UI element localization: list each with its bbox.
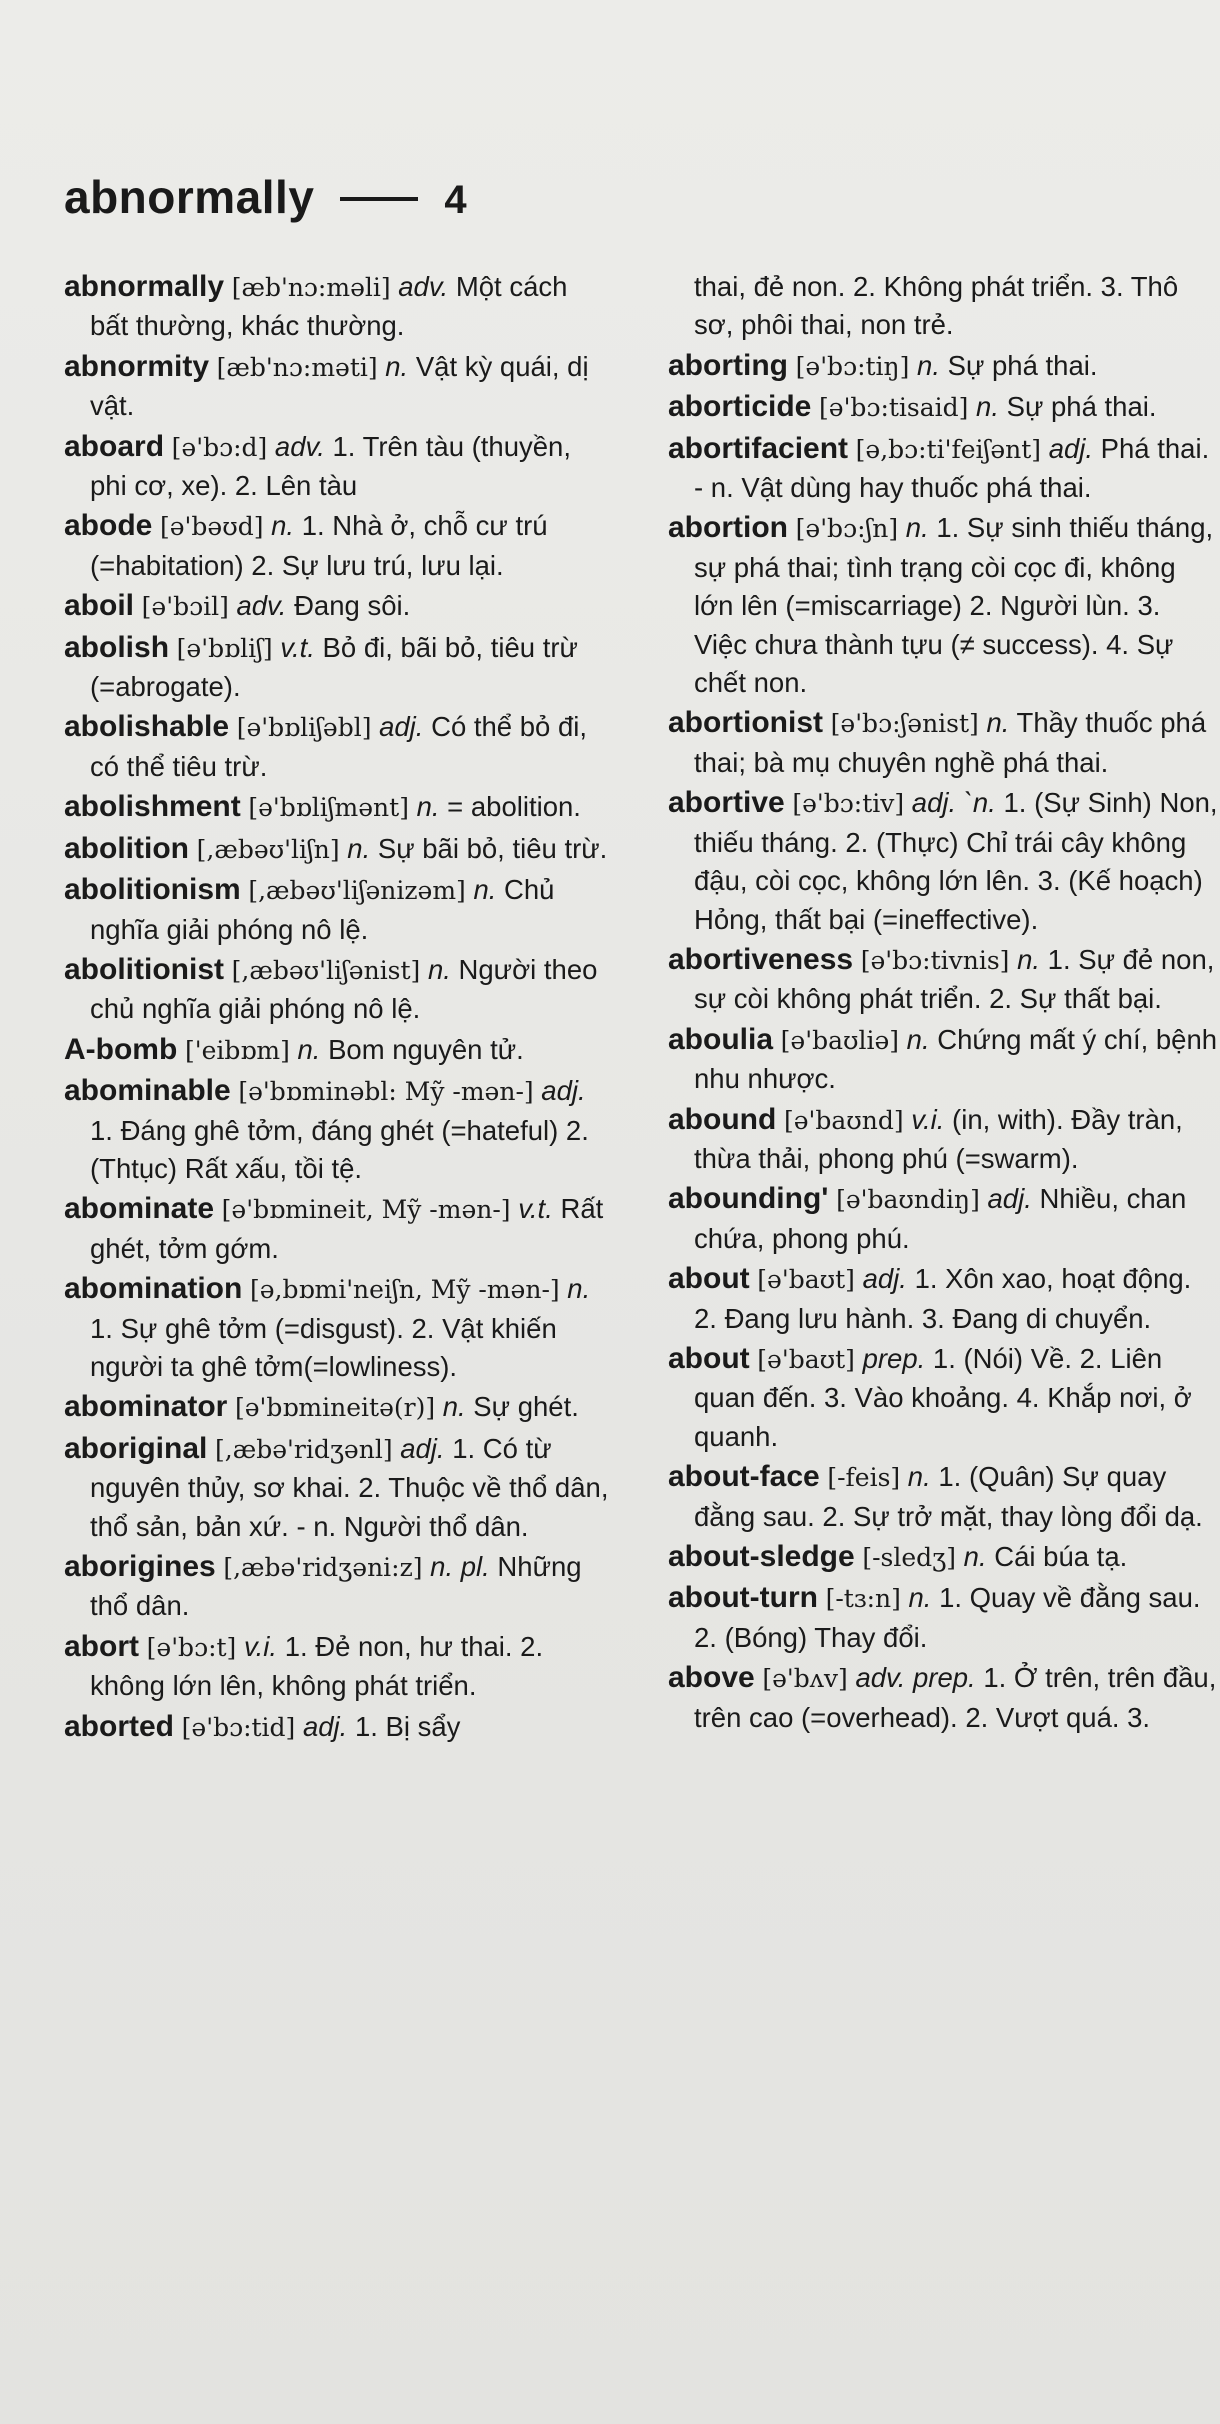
- entry-headword: abound: [668, 1102, 777, 1136]
- entry-pronunciation: [ə'baʊnd]: [783, 1105, 904, 1135]
- entry-part-of-speech: n.: [271, 510, 295, 542]
- entry-definition: 1. Đẻ non, hư thai. 2. không lớn lên, không phát triển.: [90, 1630, 544, 1702]
- entry-pronunciation: [ə'baʊt]: [757, 1265, 855, 1295]
- dictionary-entry: [668, 1579, 1220, 1657]
- entry-definition: Vật kỳ quái, dị vật.: [90, 350, 589, 422]
- entry-part-of-speech: adj.: [1048, 432, 1094, 464]
- dictionary-entry: [64, 1388, 610, 1427]
- entry-part-of-speech: n.: [385, 350, 409, 382]
- entry-part-of-speech: n.: [347, 832, 371, 864]
- entry-definition: Những thổ dân.: [90, 1551, 582, 1622]
- entry-headword: about-sledge: [668, 1540, 855, 1573]
- entry-headword: abortifacient: [668, 431, 849, 465]
- entry-headword: abolition: [64, 831, 189, 865]
- dictionary-entry: [64, 830, 610, 869]
- entry-pronunciation: [ə,bɔ:ti'feiʃənt]: [855, 434, 1042, 464]
- page-number: 4: [444, 178, 467, 222]
- entry-headword: abortiveness: [668, 942, 854, 976]
- entry-pronunciation: [,æbə'ridʒənl]: [215, 1434, 393, 1464]
- entry-definition: Nhiều, chan chứa, phong phú.: [694, 1183, 1187, 1254]
- entry-part-of-speech: adv. prep.: [855, 1662, 976, 1694]
- entry-part-of-speech: adv.: [398, 271, 449, 302]
- entry-headword: about-face: [668, 1460, 820, 1494]
- entry-headword: abolishment: [64, 790, 241, 824]
- entry-definition: Thầy thuốc phá thai; bà mụ chuyên nghề phá thai.: [694, 707, 1207, 778]
- dictionary-entry: [64, 268, 610, 346]
- entry-headword: about-turn: [668, 1581, 818, 1615]
- entry-headword: about: [668, 1262, 750, 1296]
- entry-pronunciation: [ə'bɒliʃəbl]: [236, 713, 372, 743]
- right-column: [668, 268, 1220, 1739]
- dictionary-entry: [668, 430, 1220, 508]
- dictionary-entry: [64, 428, 610, 506]
- entry-part-of-speech: n.: [976, 391, 999, 423]
- entry-part-of-speech: n.: [906, 1023, 930, 1055]
- dictionary-entry: [64, 1072, 610, 1188]
- entry-part-of-speech: adj.: [400, 1432, 445, 1464]
- entry-part-of-speech: adj.: [862, 1263, 907, 1295]
- dictionary-entry: [668, 1021, 1220, 1099]
- entry-headword: aboriginal: [64, 1431, 208, 1465]
- entry-part-of-speech: adj.: [541, 1075, 586, 1107]
- dictionary-entry: [64, 1628, 610, 1706]
- entry-part-of-speech: prep.: [862, 1342, 926, 1374]
- entry-headword: aboil: [64, 589, 135, 623]
- entry-part-of-speech: n.: [986, 707, 1010, 739]
- entry-part-of-speech: v.t.: [280, 631, 315, 663]
- dictionary-entry: [64, 1708, 610, 1747]
- dictionary-entry: [668, 388, 1220, 427]
- entry-pronunciation: [ə'bʌv]: [762, 1664, 848, 1694]
- entry-part-of-speech: n.: [905, 512, 929, 544]
- entry-headword: abominable: [64, 1074, 231, 1108]
- entry-definition: Sự bãi bỏ, tiêu trừ.: [377, 832, 608, 864]
- entry-headword: abortionist: [668, 706, 823, 740]
- dictionary-entry: [64, 629, 610, 707]
- dictionary-entry: [668, 509, 1220, 702]
- entry-part-of-speech: adj.: [987, 1183, 1032, 1215]
- entry-pronunciation: [,æbəʊ'liʃənizəm]: [248, 876, 466, 906]
- entry-headword: abolitionist: [64, 952, 224, 986]
- entry-pronunciation: [ə,bɒmi'neiʃn, Mỹ -mən-]: [249, 1275, 560, 1305]
- entry-headword: abort: [64, 1629, 139, 1663]
- continued-definition: thai, đẻ non. 2. Không phát triển. 3. Thô sơ, phôi thai, non trẻ.: [694, 271, 1179, 341]
- entry-pronunciation: [ə'baʊliə]: [780, 1025, 900, 1055]
- entry-part-of-speech: n. pl.: [430, 1551, 490, 1582]
- entry-part-of-speech: n.: [416, 791, 440, 823]
- dictionary-entry: [668, 1340, 1220, 1456]
- dictionary-entry: [64, 1031, 610, 1070]
- entry-pronunciation: [ə'bɔ:tisaid]: [819, 393, 969, 423]
- entry-definition: 1. Ở trên, trên đầu, trên cao (=overhead). 2. Vượt quá. 3.: [694, 1662, 1217, 1733]
- entry-pronunciation: [ə'bɒmineitə(r)]: [235, 1393, 436, 1423]
- dictionary-entry: [64, 871, 610, 949]
- dictionary-entry: [668, 1659, 1220, 1737]
- entry-headword: above: [668, 1661, 755, 1695]
- entry-definition: Chủ nghĩa giải phóng nô lệ.: [90, 874, 555, 945]
- entry-definition: Đang sôi.: [294, 590, 411, 622]
- entry-headword: abounding': [668, 1182, 829, 1216]
- dictionary-entry: [64, 1270, 610, 1386]
- dictionary-entry: [668, 1458, 1220, 1536]
- entry-part-of-speech: n.: [917, 349, 940, 381]
- entry-definition: 1. Đáng ghê tởm, đáng ghét (=hateful) 2. (Thtục) Rất xấu, tồi tệ.: [90, 1114, 589, 1184]
- entry-pronunciation: [ə'bɒmineit, Mỹ -mən-]: [221, 1195, 511, 1225]
- entry-pronunciation: [æb'nɔ:məli]: [231, 273, 391, 302]
- entry-definition: 1. (Sự Sinh) Non, thiếu tháng. 2. (Thực) Chỉ trái cây không đậu, còi cọc, không lớn lên. 3. (Kế hoạch) Hỏng, thất bại (=ineffective).: [694, 787, 1218, 935]
- entry-definition: Một cách bất thường, khác thường.: [90, 271, 568, 342]
- entry-part-of-speech: adj. `n.: [911, 787, 996, 819]
- entry-pronunciation: [ə'baʊt]: [757, 1344, 855, 1374]
- dictionary-entry: [64, 348, 610, 426]
- entry-pronunciation: [ə'bɔil]: [141, 592, 229, 622]
- dictionary-entry: [668, 1260, 1220, 1338]
- running-head: abnormally: [64, 171, 315, 223]
- entry-headword: abnormity: [64, 349, 210, 383]
- entry-headword: abortion: [668, 511, 788, 545]
- entry-pronunciation: [ə'bɔ:tiv]: [792, 789, 905, 819]
- entry-definition: Người theo chủ nghĩa giải phóng nô lệ.: [90, 953, 598, 1025]
- entry-definition: Phá thai. - n. Vật dùng hay thuốc phá thai.: [694, 432, 1210, 504]
- entry-definition: 1. Sự đẻ non, sự còi không phát triển. 2. Sự thất bại.: [694, 943, 1215, 1015]
- entry-definition: 1. Xôn xao, hoạt động. 2. Đang lưu hành. 3. Đang di chuyển.: [694, 1263, 1192, 1334]
- entry-part-of-speech: n.: [427, 953, 451, 985]
- entry-pronunciation: [,æbə'ridʒəni:z]: [223, 1553, 423, 1582]
- entry-definition: Sự phá thai.: [947, 349, 1098, 381]
- entry-definition: 1. Có từ nguyên thủy, sơ khai. 2. Thuộc về thổ dân, thổ sản, bản xứ. - n. Người thổ dân.: [90, 1432, 609, 1542]
- dictionary-entry: [64, 1430, 610, 1546]
- entry-part-of-speech: n.: [907, 1461, 931, 1493]
- entry-pronunciation: [ə'bɔ:tiŋ]: [795, 351, 910, 381]
- entry-pronunciation: [,æbəʊ'liʃənist]: [231, 955, 421, 985]
- entry-definition: 1. Quay về đằng sau. 2. (Bóng) Thay đổi.: [694, 1582, 1201, 1653]
- entry-headword: aborting: [668, 348, 788, 382]
- dictionary-entry: [668, 1101, 1220, 1179]
- entry-headword: aborticide: [668, 390, 812, 424]
- entry-definition: (in, with). Đầy tràn, thừa thải, phong phú (=swarm).: [694, 1103, 1183, 1174]
- entry-pronunciation: [-sledʒ]: [862, 1543, 957, 1572]
- entry-headword: abortive: [668, 786, 785, 820]
- dictionary-entry: [668, 784, 1220, 939]
- entry-pronunciation: [-feis]: [827, 1463, 901, 1493]
- entry-definition: 1. Sự sinh thiếu tháng, sự phá thai; tình trạng còi cọc đi, không lớn lên (=miscarriage) 2. Người lùn. 3. Việc chưa thành tựu (≠ success). 4. Sự chết non.: [694, 512, 1214, 699]
- entry-pronunciation: [ə'bəʊd]: [160, 512, 264, 542]
- page-header: [64, 170, 467, 224]
- dictionary-entry: [64, 708, 610, 786]
- entry-part-of-speech: n.: [473, 874, 497, 906]
- entry-part-of-speech: adj.: [379, 711, 424, 743]
- entry-headword: abominator: [64, 1390, 228, 1424]
- entry-headword: aboard: [64, 429, 165, 463]
- entry-part-of-speech: n.: [567, 1273, 591, 1305]
- entry-pronunciation: [æb'nɔ:məti]: [216, 352, 378, 382]
- entry-headword: aborigines: [64, 1550, 216, 1583]
- entry-definition: Bỏ đi, bãi bỏ, tiêu trừ (=abrogate).: [90, 631, 578, 703]
- entry-headword: abolitionism: [64, 873, 241, 907]
- entry-pronunciation: [ə'bɒminəbl: Mỹ -mən-]: [238, 1077, 534, 1107]
- entry-headword: A-bomb: [64, 1032, 178, 1066]
- dictionary-entry: [64, 951, 610, 1029]
- entry-part-of-speech: adj.: [302, 1710, 348, 1742]
- entry-definition: 1. Bị sẩy: [354, 1710, 461, 1742]
- dictionary-entry: [64, 788, 610, 827]
- entry-definition: Sự phá thai.: [1006, 391, 1157, 423]
- entry-pronunciation: [ə'bɔ:d]: [171, 432, 268, 462]
- dictionary-entry: [64, 1548, 610, 1626]
- entry-headword: abominate: [64, 1192, 215, 1226]
- entry-pronunciation: [ə'bɒliʃ]: [176, 633, 273, 663]
- entry-part-of-speech: n.: [908, 1582, 932, 1614]
- entry-part-of-speech: adv.: [236, 590, 287, 622]
- entry-headword: abomination: [64, 1272, 243, 1306]
- dictionary-entry: [668, 941, 1220, 1019]
- entry-part-of-speech: adv.: [274, 430, 325, 462]
- entry-headword: aboulia: [668, 1022, 774, 1056]
- entry-pronunciation: [,æbəʊ'liʃn]: [196, 834, 340, 864]
- entry-definition: Chứng mất ý chí, bệnh nhu nhược.: [694, 1023, 1218, 1095]
- entry-pronunciation: [ə'bɔ:tid]: [181, 1712, 296, 1742]
- left-column: [64, 268, 610, 1749]
- entry-definition: 1. (Nói) Về. 2. Liên quan đến. 3. Vào khoảng. 4. Khắp nơi, ở quanh.: [694, 1342, 1192, 1452]
- entry-pronunciation: ['eibɒm]: [184, 1035, 290, 1065]
- entry-pronunciation: [ə'bɔ:ʃənist]: [830, 709, 979, 739]
- entry-definition: 1. Nhà ở, chỗ cư trú (=habitation) 2. Sự lưu trú, lưu lại.: [90, 510, 548, 581]
- entry-definition: Có thể bỏ đi, có thể tiêu trừ.: [90, 711, 588, 782]
- entry-part-of-speech: v.i.: [243, 1630, 278, 1662]
- entry-pronunciation: [ə'bɒliʃmənt]: [248, 793, 409, 823]
- dictionary-entry: [64, 507, 610, 585]
- dictionary-entry: [64, 587, 610, 626]
- entry-definition: 1. (Quân) Sự quay đằng sau. 2. Sự trở mặt, thay lòng đổi dạ.: [694, 1461, 1203, 1532]
- entry-part-of-speech: v.i.: [911, 1103, 945, 1135]
- entry-definition: Bom nguyên tử.: [328, 1033, 524, 1065]
- dictionary-entry: [668, 704, 1220, 782]
- dictionary-entry: [668, 1180, 1220, 1258]
- entry-definition: Cái búa tạ.: [994, 1541, 1128, 1572]
- dictionary-entry: [64, 1190, 610, 1268]
- entry-pronunciation: [ə'bɔ:t]: [146, 1632, 237, 1662]
- dictionary-entry: [668, 1538, 1220, 1577]
- entry-part-of-speech: n.: [1017, 943, 1041, 975]
- entry-definition: Rất ghét, tởm gớm.: [90, 1193, 604, 1264]
- entry-headword: aborted: [64, 1709, 175, 1743]
- entry-part-of-speech: n.: [963, 1541, 987, 1572]
- entry-pronunciation: [-tɜ:n]: [825, 1584, 901, 1614]
- entry-headword: abode: [64, 509, 153, 543]
- entry-pronunciation: [ə'baʊndiŋ]: [836, 1185, 980, 1215]
- entry-headword: abolish: [64, 630, 170, 664]
- header-dash: [340, 197, 418, 201]
- entry-pronunciation: [ə'bɔ:ʃn]: [795, 514, 899, 544]
- entry-definition: Sự ghét.: [473, 1391, 579, 1423]
- entry-definition: 1. Trên tàu (thuyền, phi cơ, xe). 2. Lên tàu: [90, 430, 571, 502]
- entry-part-of-speech: n.: [442, 1391, 466, 1423]
- entry-headword: abolishable: [64, 710, 230, 744]
- entry-headword: abnormally: [64, 270, 225, 303]
- entry-headword: about: [668, 1341, 750, 1375]
- entry-part-of-speech: v.t.: [518, 1193, 553, 1225]
- entry-definition: = abolition.: [447, 791, 581, 823]
- entry-definition: 1. Sự ghê tởm (=disgust). 2. Vật khiến người ta ghê tởm(=lowliness).: [90, 1312, 557, 1382]
- dictionary-entry: [668, 347, 1220, 386]
- entry-pronunciation: [ə'bɔ:tivnis]: [860, 945, 1010, 975]
- entry-part-of-speech: n.: [297, 1033, 321, 1065]
